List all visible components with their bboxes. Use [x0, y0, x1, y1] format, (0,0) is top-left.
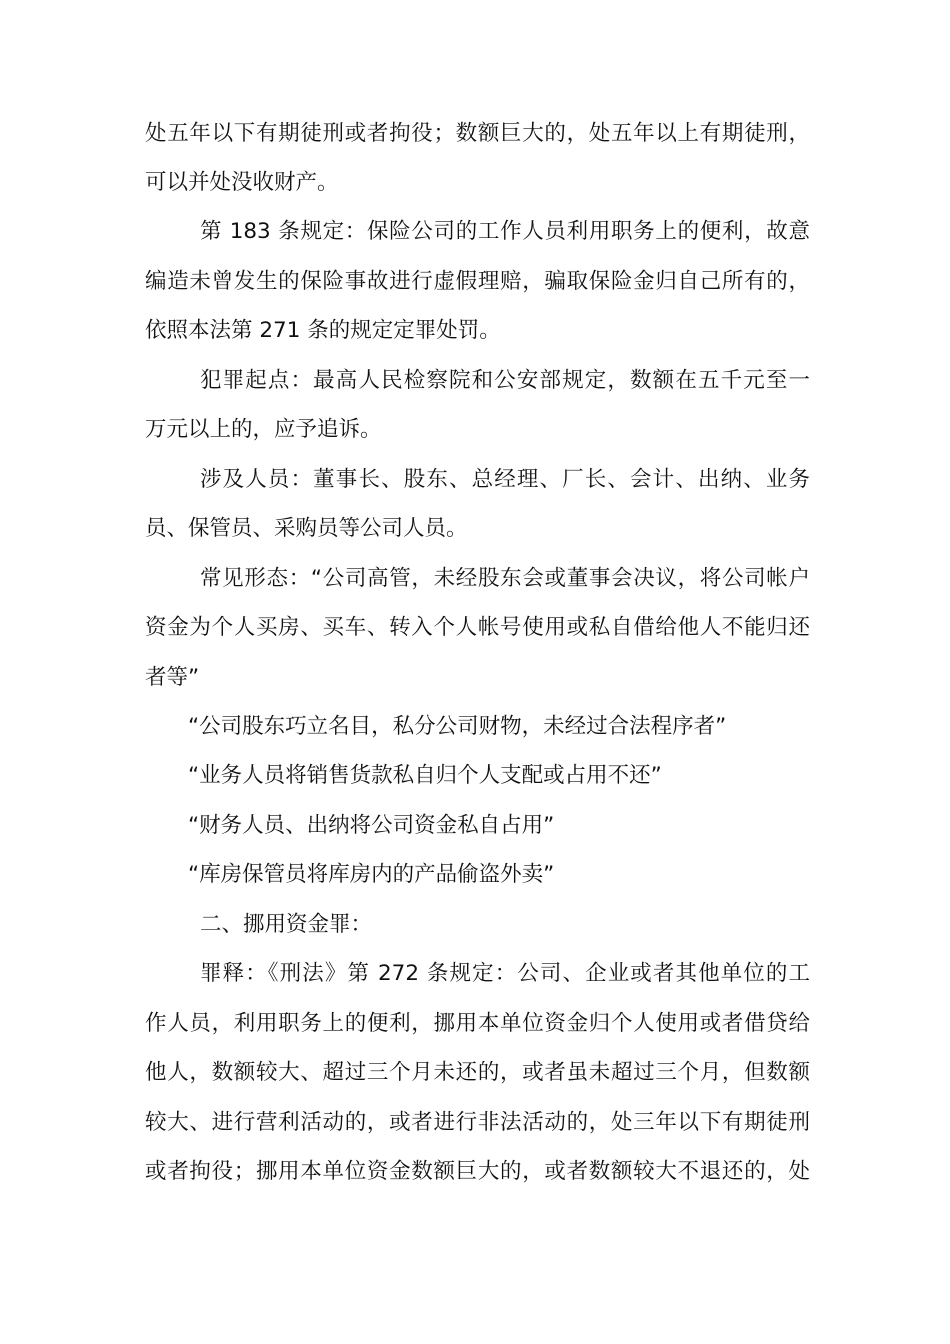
- text-line-8: 涉及人员：董事长、股东、总经理、厂长、会计、出纳、业务: [200, 467, 810, 492]
- text-line-1: 处五年以下有期徒刑或者拘役；数额巨大的，处五年以上有期徒刑，: [145, 121, 810, 146]
- text-line-9: 员、保管员、采购员等公司人员。: [145, 516, 468, 541]
- text-line-21: 较大、进行营利活动的，或者进行非法活动的，处三年以下有期徒刑: [145, 1110, 810, 1135]
- text-line-4: 编造未曾发生的保险事故进行虚假理赔，骗取保险金归自己所有的，: [145, 269, 810, 294]
- text-line-22: 或者拘役；挪用本单位资金数额巨大的，或者数额较大不退还的，处: [145, 1159, 810, 1184]
- text-line-2: 可以并处没收财产。: [145, 170, 339, 195]
- text-line-14: “业务人员将销售货款私自归个人支配或占用不还”: [188, 763, 662, 788]
- text-line-7: 万元以上的，应予追诉。: [145, 417, 382, 442]
- text-line-20: 他人，数额较大、超过三个月未还的，或者虽未超过三个月，但数额: [145, 1060, 810, 1085]
- text-line-13: “公司股东巧立名目，私分公司财物，未经过合法程序者”: [188, 714, 727, 739]
- text-line-6: 犯罪起点：最高人民检察院和公安部规定，数额在五千元至一: [200, 368, 810, 393]
- text-line-15: “财务人员、出纳将公司资金私自占用”: [188, 813, 555, 838]
- text-line-16: “库房保管员将库房内的产品偷盗外卖”: [188, 862, 555, 887]
- text-line-3: 第 183 条规定：保险公司的工作人员利用职务上的便利，故意: [200, 219, 810, 244]
- text-line-19: 作人员，利用职务上的便利，挪用本单位资金归个人使用或者借贷给: [145, 1011, 810, 1036]
- text-line-5: 依照本法第 271 条的规定定罪处罚。: [145, 318, 501, 343]
- text-line-12: 者等”: [145, 665, 200, 690]
- text-line-10: 常见形态：“公司高管，未经股东会或董事会决议，将公司帐户: [200, 566, 810, 591]
- text-line-18: 罪释：《刑法》第 272 条规定：公司、企业或者其他单位的工: [200, 961, 810, 986]
- section-heading: 二、挪用资金罪：: [200, 912, 373, 937]
- text-line-11: 资金为个人买房、买车、转入个人帐号使用或私自借给他人不能归还: [145, 615, 810, 640]
